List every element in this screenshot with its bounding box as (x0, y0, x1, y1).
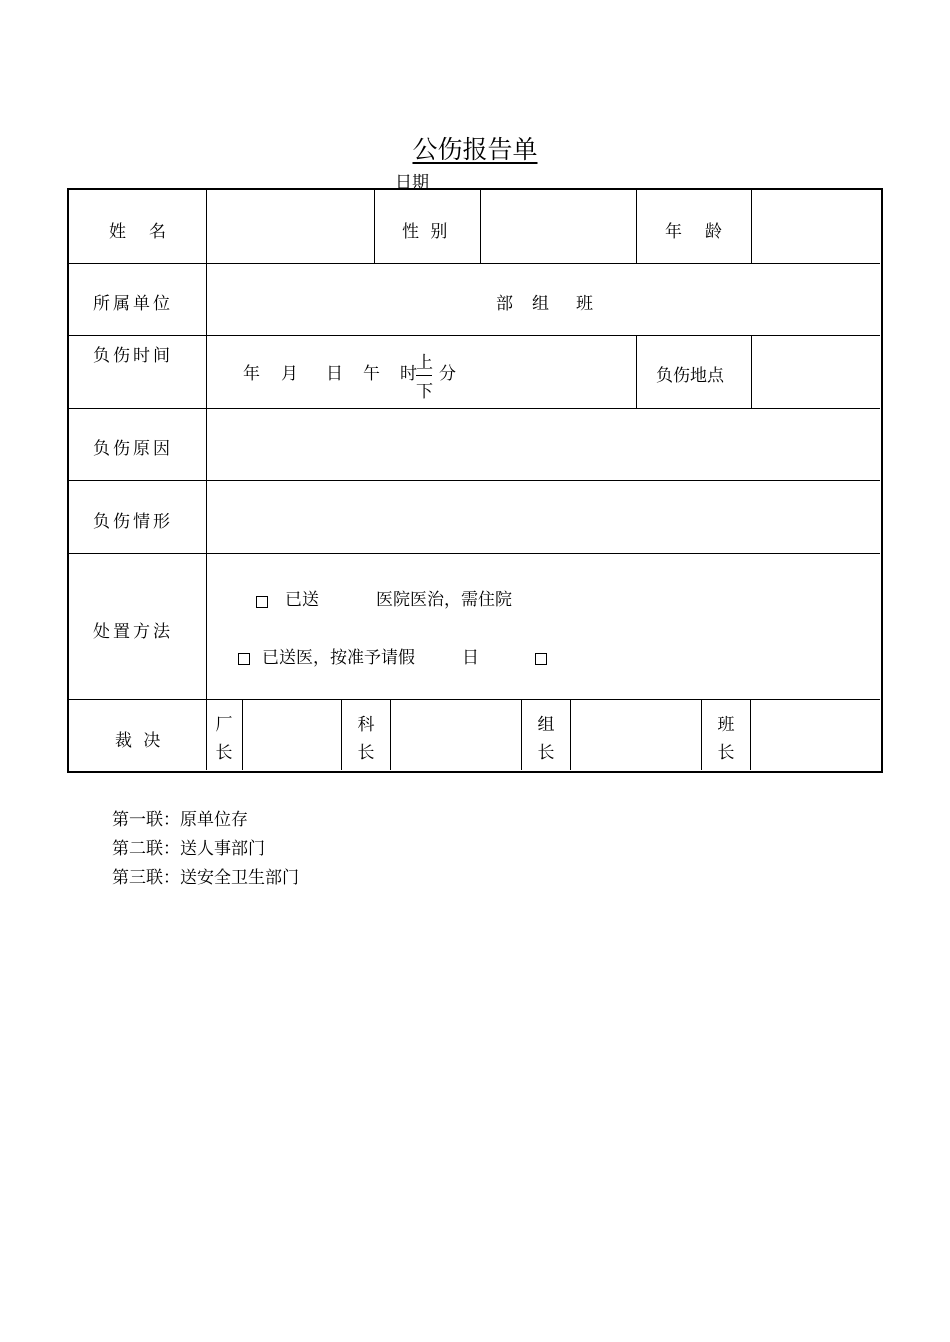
time-minute: 分 (439, 364, 456, 384)
copy-note-2: 第二联：送人事部门 (112, 839, 265, 859)
time-day: 日 (326, 364, 343, 384)
place-label: 负伤地点 (656, 366, 724, 386)
place-field[interactable] (754, 338, 878, 406)
row-divider (69, 553, 880, 554)
unit-dept: 部 (496, 294, 513, 314)
row-divider (69, 335, 880, 336)
col-divider (570, 699, 571, 770)
col-divider (521, 699, 522, 770)
gender-field[interactable] (483, 192, 633, 262)
option1-text-b: 医院医治，需住院 (376, 590, 512, 610)
time-pm: 下 (416, 382, 433, 402)
group-leader-label: 组 长 (537, 715, 555, 763)
time-month: 月 (281, 364, 298, 384)
shift-leader-label: 班 长 (717, 715, 735, 763)
other-checkbox[interactable] (535, 653, 547, 665)
col-divider (751, 335, 752, 408)
situation-field[interactable] (209, 483, 878, 551)
time-hour: 时 (400, 364, 417, 384)
date-label: 日期 (395, 173, 429, 193)
gender-label: 性 别 (402, 222, 451, 242)
unit-group: 组 (532, 294, 549, 314)
handling-label: 处置方法 (93, 622, 173, 642)
col-divider (390, 699, 391, 770)
group-leader-signature[interactable] (573, 702, 699, 768)
factory-director-signature[interactable] (245, 702, 339, 768)
situation-label: 负伤情形 (93, 512, 173, 532)
unit-shift: 班 (576, 294, 593, 314)
age-field[interactable] (754, 192, 878, 262)
col-divider (341, 699, 342, 770)
col-divider (480, 190, 481, 263)
row-divider (69, 263, 880, 264)
col-divider (242, 699, 243, 770)
name-label: 姓 名 (109, 222, 169, 242)
cause-label: 负伤原因 (93, 439, 173, 459)
form-title: 公伤报告单 (412, 135, 538, 164)
unit-label: 所属单位 (93, 294, 173, 314)
option1-text-a: 已送 (285, 590, 319, 610)
col-divider (636, 190, 637, 263)
name-field[interactable] (209, 192, 371, 262)
am-pm-divider (416, 375, 432, 376)
time-noon: 午 (363, 364, 380, 384)
col-divider (751, 190, 752, 263)
row-divider (69, 408, 880, 409)
label-column-divider (206, 190, 207, 770)
col-divider (374, 190, 375, 263)
option2-text-a: 已送医，按准予请假 (262, 648, 415, 668)
col-divider (750, 699, 751, 770)
decision-label: 裁 决 (115, 731, 164, 751)
col-divider (701, 699, 702, 770)
row-divider (69, 699, 880, 700)
time-am: 上 (416, 353, 433, 373)
age-label: 年 龄 (665, 222, 725, 242)
copy-note-1: 第一联：原单位存 (112, 810, 248, 830)
injury-report-form (67, 188, 883, 773)
option2-text-b: 日 (462, 648, 479, 668)
copy-note-3: 第三联：送安全卫生部门 (112, 868, 299, 888)
section-chief-signature[interactable] (393, 702, 519, 768)
row-divider (69, 480, 880, 481)
factory-director-label: 厂 长 (215, 715, 233, 763)
cause-field[interactable] (209, 411, 878, 478)
shift-leader-signature[interactable] (753, 702, 878, 768)
time-year: 年 (243, 364, 260, 384)
section-chief-label: 科 长 (357, 715, 375, 763)
sick-leave-checkbox[interactable] (238, 653, 250, 665)
col-divider (636, 335, 637, 408)
time-label: 负伤时间 (93, 346, 173, 366)
sent-hospital-checkbox[interactable] (256, 596, 268, 608)
